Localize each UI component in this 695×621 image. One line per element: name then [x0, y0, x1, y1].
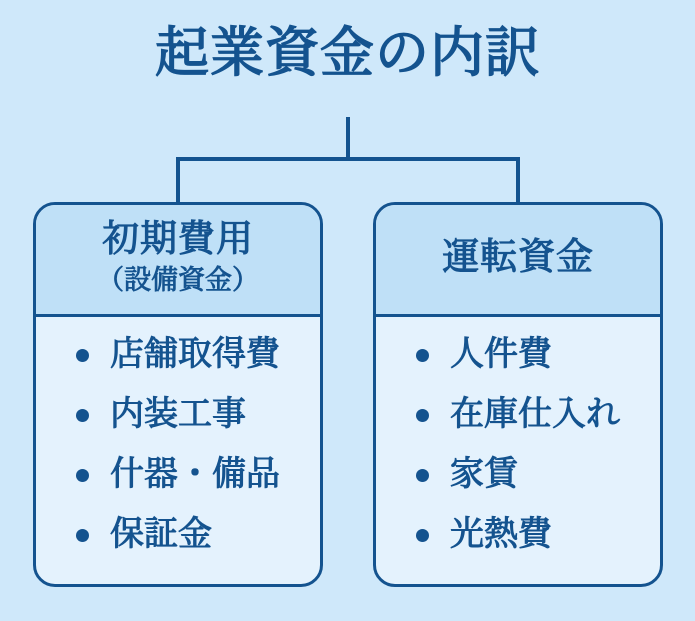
list-item: 店舗取得費: [70, 337, 320, 371]
branch-heading: 運転資金: [442, 236, 594, 277]
branch-heading: 初期費用: [102, 218, 254, 259]
bullet-list-initial-cost: [36, 337, 320, 551]
connector-vertical-top: [346, 117, 350, 159]
branch-body-initial-cost: [36, 317, 320, 551]
branch-header-working-capital: [376, 205, 660, 317]
list-item: 什器・備品: [70, 457, 320, 491]
list-item: 家賃: [410, 457, 660, 491]
bullet-list-working-capital: [376, 337, 660, 551]
branch-header-initial-cost: [36, 205, 320, 317]
list-item: 内装工事: [70, 397, 320, 431]
page-title: 起業資金の内訳: [155, 23, 540, 83]
branch-card-initial-cost: [33, 202, 323, 587]
connector-drop-left: [176, 157, 180, 203]
connector-horizontal: [176, 157, 520, 161]
branch-card-working-capital: [373, 202, 663, 587]
list-item: 人件費: [410, 337, 660, 371]
connector-drop-right: [516, 157, 520, 203]
list-item: 在庫仕入れ: [410, 397, 660, 431]
branch-body-working-capital: [376, 317, 660, 551]
branch-subheading: （設備資金）: [97, 264, 259, 295]
list-item: 保証金: [70, 517, 320, 551]
list-item: 光熱費: [410, 517, 660, 551]
